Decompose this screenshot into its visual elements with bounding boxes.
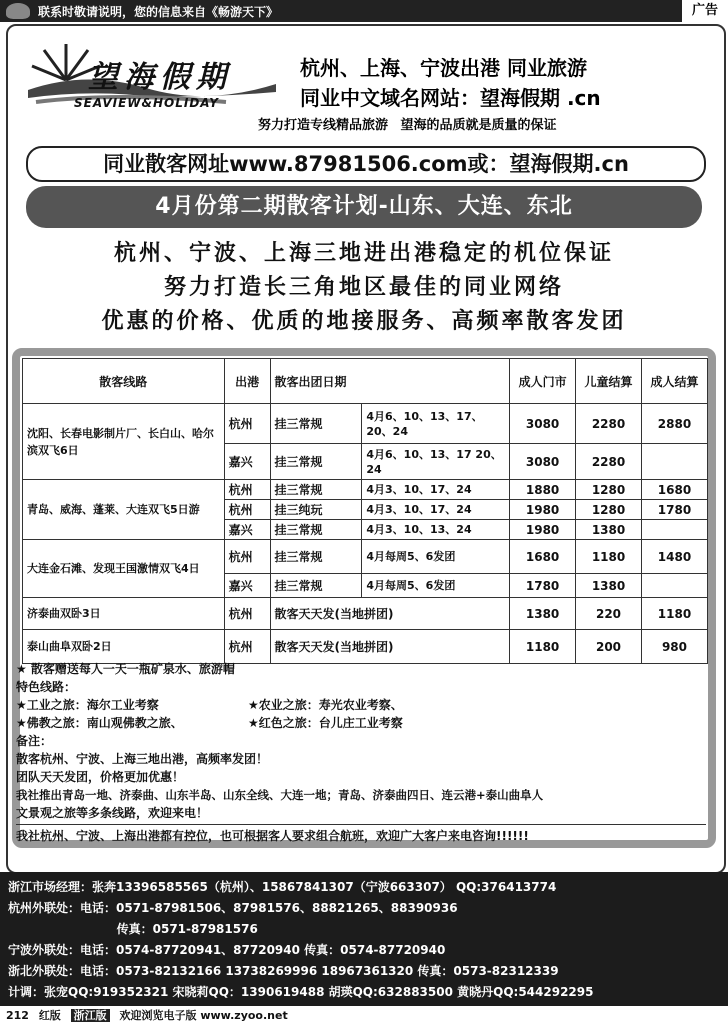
route-cell: 大连金石滩、发现王国激情双飞4日 <box>23 540 225 598</box>
closing-note: 我社杭州、宁波、上海出港都有控位，也可根据客人要求组合航班，欢迎广大客户来电咨询!!!!!! <box>16 824 706 845</box>
type-cell: 散客天天发(当地拼团) <box>270 598 510 630</box>
header-child: 儿童结算 <box>576 359 642 404</box>
date-cell: 4月6、10、13、17、20、24 <box>362 404 510 444</box>
price-cell: 1280 <box>576 480 642 500</box>
port-cell: 嘉兴 <box>224 520 270 540</box>
route-cell: 济泰曲双卧3日 <box>23 598 225 630</box>
schedule-table <box>22 358 708 664</box>
price-cell: 3080 <box>510 404 576 444</box>
header-line-3: 努力打造专线精品旅游 望海的品质就是质量的保证 <box>258 118 557 133</box>
header-route: 散客线路 <box>23 359 225 404</box>
contact-line: 宁波外联处：电话：0574-87720941、87720940 传真：0574-87720940 <box>8 943 446 957</box>
type-cell: 挂三常规 <box>270 540 362 574</box>
date-cell: 4月6、10、13、17 20、24 <box>362 444 510 480</box>
contact-line: 浙北外联处：电话：0573-82132166 13738269996 18967361320 传真：0573-82312339 <box>8 964 559 978</box>
header-adult-settle: 成人结算 <box>641 359 707 404</box>
header-schedule: 散客出团日期 <box>270 359 510 404</box>
company-logo <box>26 40 286 120</box>
contact-line: 杭州外联处：电话：0571-87981506、87981576、88821265、88390936 <box>8 901 458 915</box>
site-link[interactable]: 欢迎浏览电子版 www.zyoo.net <box>119 1009 288 1022</box>
price-cell: 1680 <box>641 480 707 500</box>
page-footer <box>0 1006 728 1026</box>
special-item: ★佛教之旅：南山观佛教之旅、 <box>16 716 183 730</box>
header-line-2: 同业中文域名网站：望海假期 .cn <box>300 86 601 110</box>
contacts-section <box>0 872 728 1006</box>
price-cell: 1180 <box>576 540 642 574</box>
price-cell: 1980 <box>510 500 576 520</box>
slogan-3: 优惠的价格、优质的地接服务、高频率散客发团 <box>101 308 627 334</box>
website-line: 同业散客网址www.87981506.com或：望海假期.cn <box>26 146 706 182</box>
special-row <box>16 714 706 732</box>
price-cell: 1680 <box>510 540 576 574</box>
type-cell: 挂三常规 <box>270 574 362 598</box>
type-cell: 散客天天发(当地拼团) <box>270 630 510 664</box>
type-cell: 挂三常规 <box>270 480 362 500</box>
table-row <box>23 540 708 574</box>
price-cell: 2280 <box>576 444 642 480</box>
port-cell: 嘉兴 <box>224 574 270 598</box>
type-cell: 挂三常规 <box>270 404 362 444</box>
remark-line: 我社推出青岛一地、济泰曲、山东半岛、山东全线、大连一地；青岛、济泰曲四日、连云港+泰山曲阜人 <box>16 788 544 802</box>
date-cell: 4月每周5、6发团 <box>362 574 510 598</box>
price-cell: 1380 <box>576 574 642 598</box>
price-cell: 1380 <box>576 520 642 540</box>
header-port: 出港 <box>224 359 270 404</box>
price-cell: 980 <box>641 630 707 664</box>
source-notice: 联系时敬请说明，您的信息来自《畅游天下》 <box>38 5 279 19</box>
top-bar <box>0 0 728 22</box>
brand-name: 望海假期 <box>88 60 232 95</box>
remark-title: 备注： <box>16 734 53 748</box>
slogan-2: 努力打造长三角地区最佳的同业网络 <box>163 274 564 300</box>
slogan-1: 杭州、宁波、上海三地进出港稳定的机位保证 <box>113 240 614 266</box>
price-cell: 1180 <box>641 598 707 630</box>
price-cell: 1780 <box>510 574 576 598</box>
type-cell: 挂三纯玩 <box>270 500 362 520</box>
plan-banner: 4月份第二期散客计划-山东、大连、东北 <box>26 186 702 228</box>
port-cell: 杭州 <box>224 480 270 500</box>
special-row <box>16 696 706 714</box>
special-item: ★工业之旅：海尔工业考察 <box>16 698 159 712</box>
type-cell: 挂三常规 <box>270 444 362 480</box>
date-cell: 4月3、10、17、24 <box>362 480 510 500</box>
port-cell: 嘉兴 <box>224 444 270 480</box>
date-cell: 4月3、10、13、24 <box>362 520 510 540</box>
notes-section <box>16 660 706 845</box>
price-cell <box>641 444 707 480</box>
route-cell: 青岛、威海、蓬莱、大连双飞5日游 <box>23 480 225 540</box>
contact-line: 浙江市场经理：张奔13396585565（杭州）、15867841307（宁波663307） QQ:376413774 <box>8 880 557 894</box>
route-cell: 泰山曲阜双卧2日 <box>23 630 225 664</box>
header-line-1: 杭州、上海、宁波出港 同业旅游 <box>300 56 587 80</box>
price-cell: 220 <box>576 598 642 630</box>
price-cell: 1880 <box>510 480 576 500</box>
price-cell: 1480 <box>641 540 707 574</box>
port-cell: 杭州 <box>224 598 270 630</box>
price-cell <box>641 520 707 540</box>
price-cell: 1780 <box>641 500 707 520</box>
brand-english: SEAVIEW&HOLIDAY <box>74 96 219 110</box>
special-item: ★农业之旅：寿光农业考察、 <box>248 698 403 712</box>
table-header-row <box>23 359 708 404</box>
remark-line: 团队天天发团，价格更加优惠！ <box>16 770 185 784</box>
port-cell: 杭州 <box>224 630 270 664</box>
table-row <box>23 480 708 500</box>
table-row <box>23 404 708 444</box>
special-item: ★红色之旅：台儿庄工业考察 <box>248 716 403 730</box>
price-cell: 3080 <box>510 444 576 480</box>
region-label: 浙江版 <box>71 1009 110 1022</box>
table-row <box>23 598 708 630</box>
contact-line: 计调：张宠QQ:919352321 宋晓莉QQ：1390619488 胡瑛QQ:632883500 黄晓丹QQ:544292295 <box>8 985 594 999</box>
port-cell: 杭州 <box>224 404 270 444</box>
section-label: 红版 <box>38 1009 61 1022</box>
price-cell <box>641 574 707 598</box>
price-cell: 200 <box>576 630 642 664</box>
remark-line: 散客杭州、宁波、上海三地出港，高频率发团！ <box>16 752 269 766</box>
ad-label: 广告 <box>682 0 728 22</box>
price-cell: 1380 <box>510 598 576 630</box>
date-cell: 4月3、10、17、24 <box>362 500 510 520</box>
route-cell: 沈阳、长春电影制片厂、长白山、哈尔滨双飞6日 <box>23 404 225 480</box>
price-cell: 1980 <box>510 520 576 540</box>
gift-note: ★ 散客赠送每人一天一瓶矿泉水、旅游帽 <box>16 662 235 676</box>
price-cell: 1280 <box>576 500 642 520</box>
contact-line: 传真：0571-87981576 <box>8 922 258 936</box>
price-cell: 2280 <box>576 404 642 444</box>
header-adult-retail: 成人门市 <box>510 359 576 404</box>
special-title: 特色线路： <box>16 680 77 694</box>
price-cell: 1180 <box>510 630 576 664</box>
price-cell: 2880 <box>641 404 707 444</box>
page-number: 212 <box>6 1009 29 1022</box>
port-cell: 杭州 <box>224 540 270 574</box>
type-cell: 挂三常规 <box>270 520 362 540</box>
port-cell: 杭州 <box>224 500 270 520</box>
table-row <box>23 630 708 664</box>
magazine-logo-icon <box>6 3 30 19</box>
remark-line: 文景观之旅等多条线路，欢迎来电！ <box>16 806 209 820</box>
date-cell: 4月每周5、6发团 <box>362 540 510 574</box>
